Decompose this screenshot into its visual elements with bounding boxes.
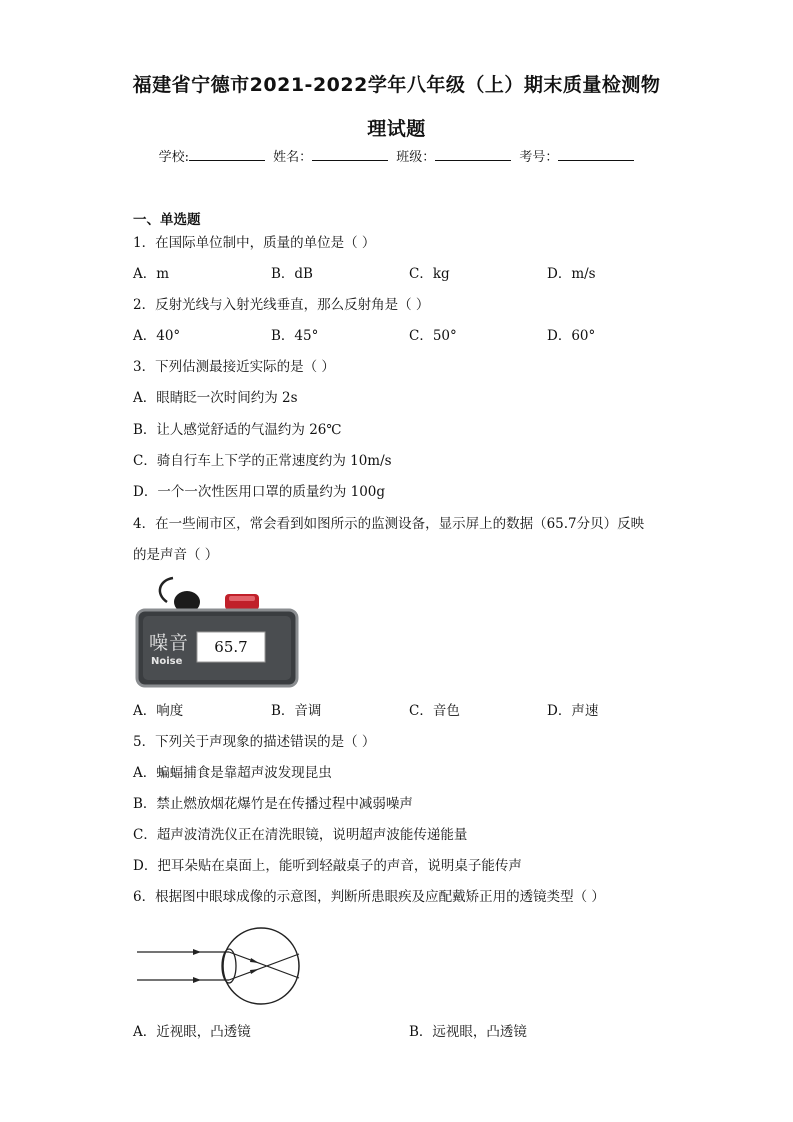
q5-option-a: A．蝙蝠捕食是靠超声波发现昆虫 (133, 765, 332, 781)
question-4-stem-line1: 4．在一些闹市区，常会看到如图所示的监测设备，显示屏上的数据（65.7分贝）反映 (133, 516, 645, 532)
school-label: 学校: (158, 150, 189, 165)
q4-option-b: B．音调 (271, 703, 322, 719)
number-label: 考号： (519, 150, 559, 165)
eye-diagram-graphic (133, 920, 308, 1010)
eye-diagram (133, 920, 308, 1010)
device-label-en: Noise (151, 656, 183, 667)
q4-option-d: D．声速 (547, 703, 599, 719)
name-label: 姓名： (273, 150, 313, 165)
q3-option-b: B．让人感觉舒适的气温约为 26℃ (133, 422, 342, 438)
question-6-stem: 6．根据图中眼球成像的示意图，判断所患眼疾及应配戴矫正用的透镜类型（ ） (133, 889, 605, 905)
q3-option-d: D．一个一次性医用口罩的质量约为 100g (133, 484, 386, 500)
q1-option-b: B．dB (271, 266, 313, 282)
device-display-value: 65.7 (214, 638, 248, 656)
question-5-stem: 5．下列关于声现象的描述错误的是（ ） (133, 734, 376, 750)
device-label-cn: 噪音 (149, 632, 190, 654)
q3-option-a: A．眼睛眨一次时间约为 2s (133, 390, 298, 406)
q5-option-d: D．把耳朵贴在桌面上，能听到轻敲桌子的声音，说明桌子能传声 (133, 858, 522, 874)
q3-option-c: C．骑自行车上下学的正常速度约为 10m/s (133, 453, 392, 469)
q1-option-c: C．kg (409, 266, 450, 282)
q6-option-b: B．远视眼，凸透镜 (409, 1024, 527, 1040)
page-title-line2: 理试题 (367, 118, 426, 140)
question-4-stem-line2: 的是声音（ ） (133, 547, 219, 563)
number-blank (558, 148, 634, 161)
q5-option-b: B．禁止燃放烟花爆竹是在传播过程中减弱噪声 (133, 796, 413, 812)
class-label: 班级： (396, 150, 436, 165)
q2-option-b: B．45° (271, 328, 319, 344)
student-info (0, 146, 793, 165)
page-title-line1: 福建省宁德市2021-2022学年八年级（上）期末质量检测物 (132, 74, 661, 96)
question-3-stem: 3．下列估测最接近实际的是（ ） (133, 359, 335, 375)
question-2-stem: 2．反射光线与入射光线垂直，那么反射角是（ ） (133, 297, 430, 313)
section-heading: 一、单选题 (133, 212, 201, 228)
q2-option-a: A．40° (133, 328, 181, 344)
question-1-stem: 1．在国际单位制中，质量的单位是（ ） (133, 235, 376, 251)
q1-option-a: A．m (133, 266, 170, 282)
school-blank (189, 148, 265, 161)
class-blank (435, 148, 511, 161)
noise-monitor-image (133, 572, 303, 692)
q6-option-a: A．近视眼，凸透镜 (133, 1024, 251, 1040)
eyeball-shape (223, 928, 299, 1004)
q4-option-a: A．响度 (133, 703, 184, 719)
q2-option-c: C．50° (409, 328, 457, 344)
q5-option-c: C．超声波清洗仪正在清洗眼镜，说明超声波能传递能量 (133, 827, 468, 843)
name-blank (312, 148, 388, 161)
q4-option-c: C．音色 (409, 703, 460, 719)
q2-option-d: D．60° (547, 328, 596, 344)
q1-option-d: D．m/s (547, 266, 596, 282)
